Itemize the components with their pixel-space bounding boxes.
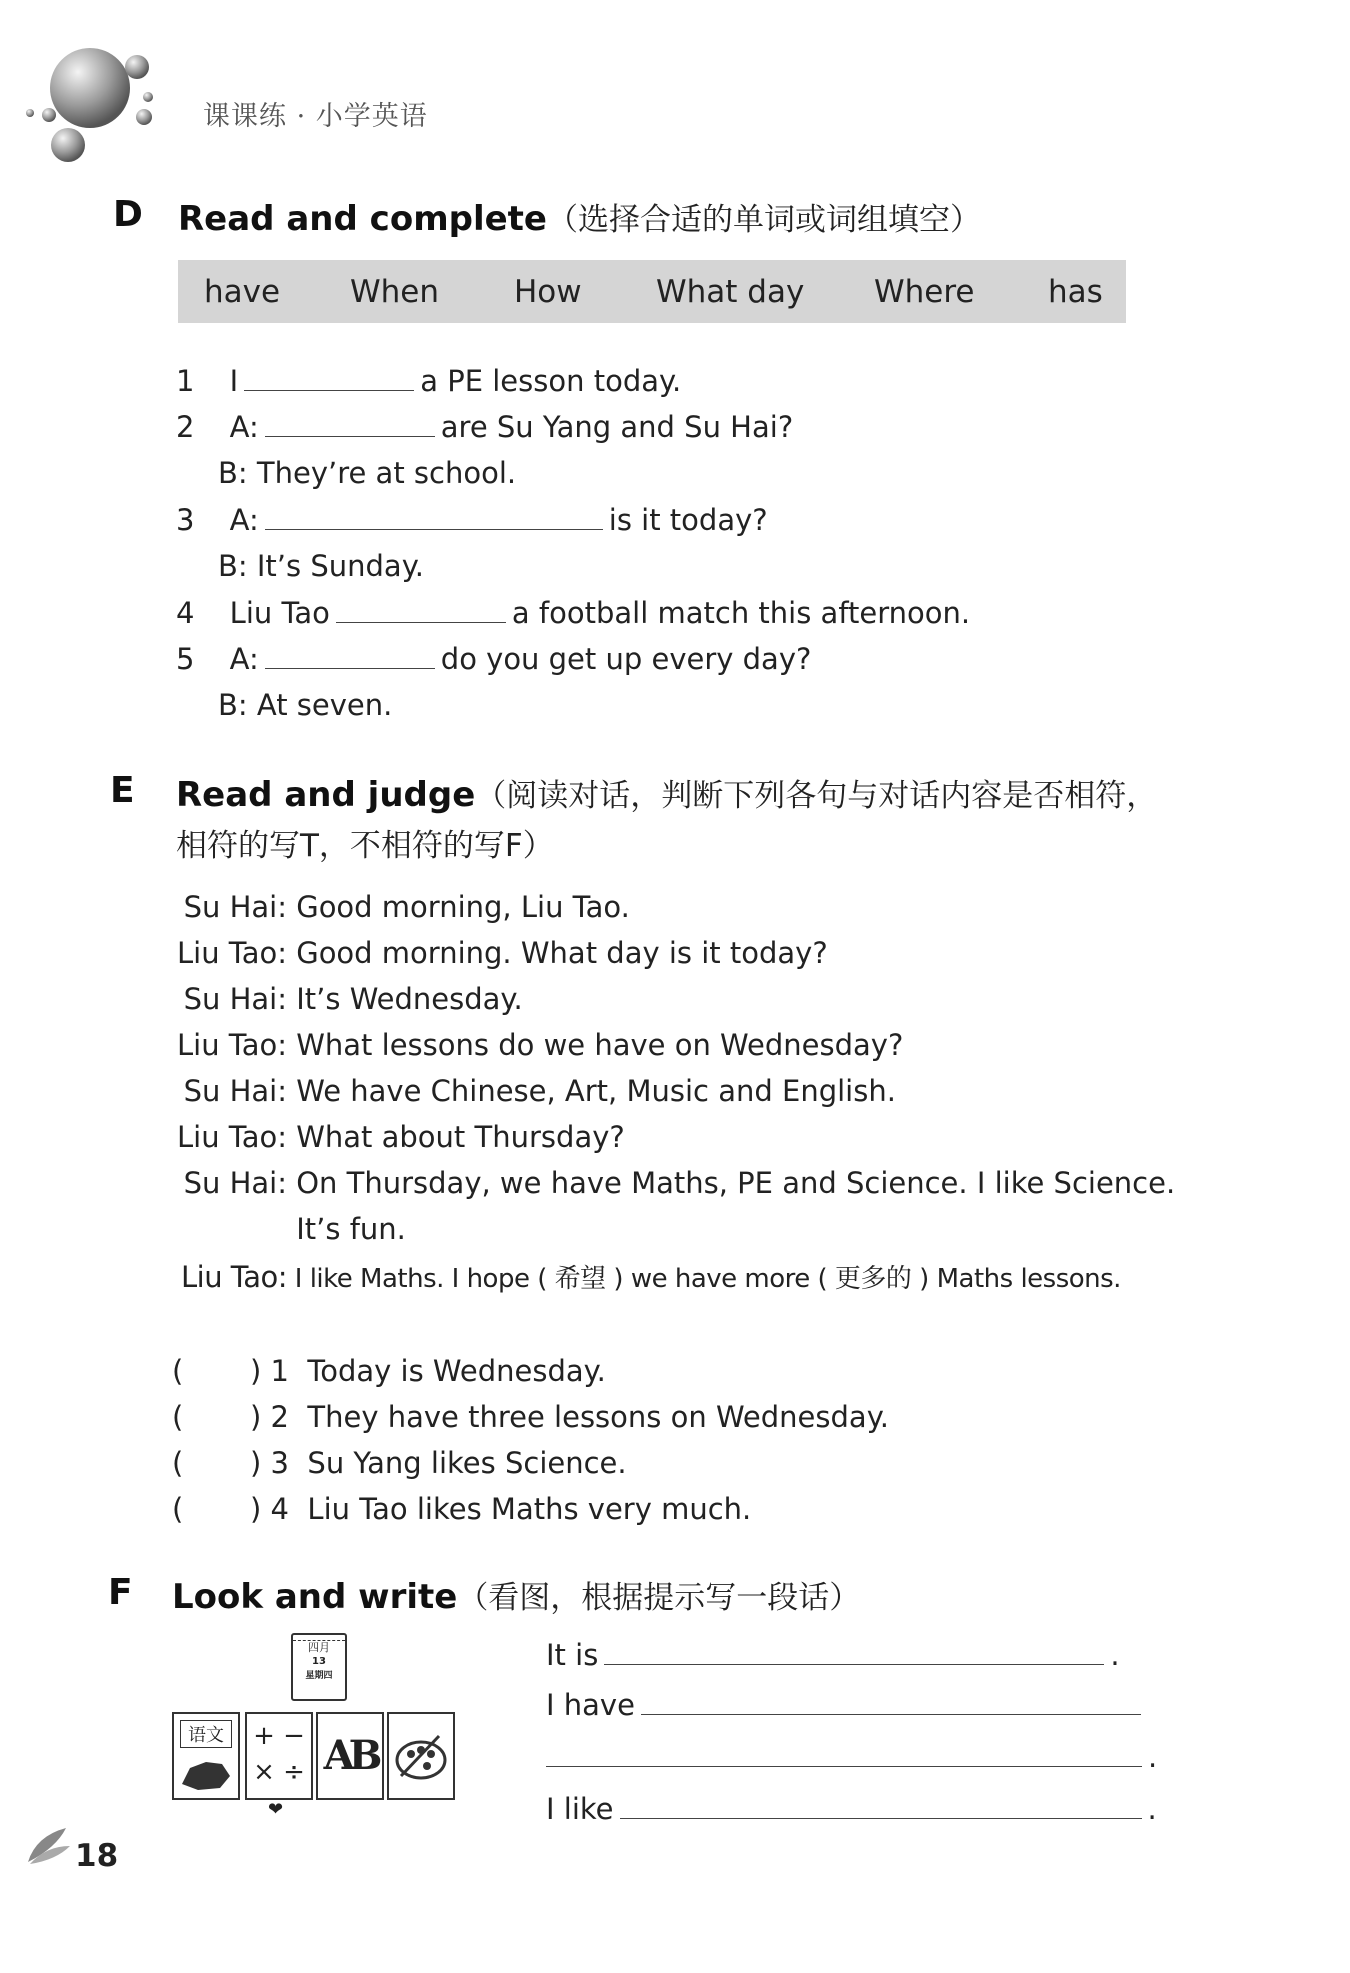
dialogue-line (172, 1120, 625, 1154)
dialogue-line (172, 1166, 1175, 1200)
utterance: Good morning. What day is it today? (296, 936, 828, 970)
speaker: Su Hai: (183, 890, 287, 924)
utterance: On Thursday, we have Maths, PE and Science. I like Science. (296, 1166, 1176, 1200)
answer-blank[interactable] (265, 410, 435, 437)
section-d-title-cn: （选择合适的单词或词组填空） (547, 202, 981, 238)
calendar-month: 四月 (308, 1641, 330, 1654)
speaker: Su Hai: (183, 1166, 287, 1200)
item-number: 1 (176, 364, 195, 398)
item-number: 4 (176, 596, 195, 630)
maths-icon (245, 1712, 313, 1800)
judge-number: ) 2 (250, 1400, 289, 1434)
section-f-title-en: Look and write (172, 1577, 458, 1617)
judge-number: ) 3 (250, 1446, 289, 1480)
utterance: We have Chinese, Art, Music and English. (296, 1074, 896, 1108)
dialogue-line (172, 936, 828, 970)
answer-paren[interactable]: ( (172, 1492, 184, 1526)
d-item-2 (176, 410, 793, 444)
d-item-4 (176, 596, 970, 630)
d-item-2-answer: B: They’re at school. (218, 456, 517, 490)
dialogue-line (172, 1074, 896, 1108)
d-item-5 (176, 642, 811, 676)
word-bank-item: How (514, 274, 582, 310)
judge-text: Liu Tao likes Maths very much. (307, 1492, 752, 1526)
write-line-2 (546, 1688, 1147, 1722)
judge-number: ) 4 (250, 1492, 289, 1526)
calendar-weekday: 星期四 (305, 1671, 333, 1681)
chinese-book-icon (172, 1712, 240, 1800)
section-d-title-en: Read and complete (178, 199, 547, 239)
item-pre: A: (229, 503, 259, 537)
period: . (1110, 1638, 1120, 1672)
speaker: Su Hai: (183, 982, 287, 1016)
speaker: Liu Tao: (180, 1260, 287, 1294)
d-item-1 (176, 364, 681, 398)
period: . (1148, 1740, 1158, 1774)
section-f-title-cn: （看图，根据提示写一段话） (457, 1580, 861, 1616)
item-pre: I (229, 364, 239, 398)
english-letters: AB (323, 1732, 377, 1779)
speaker: Liu Tao: (176, 1028, 287, 1062)
maths-symbols-top: + − (253, 1721, 305, 1751)
section-e-title-cn-2: 相符的写T，不相符的写F） (176, 828, 554, 864)
utterance: What lessons do we have on Wednesday? (296, 1028, 904, 1062)
book-title: 课课练 · 小学英语 (203, 101, 428, 132)
section-d-title (178, 194, 981, 239)
judge-text: They have three lessons on Wednesday. (307, 1400, 889, 1434)
prompt-text: I like (546, 1792, 614, 1826)
item-number: 3 (176, 503, 195, 537)
judge-item (172, 1400, 889, 1434)
calendar-icon (291, 1633, 347, 1701)
english-icon (316, 1712, 384, 1800)
judge-text: Su Yang likes Science. (307, 1446, 627, 1480)
answer-paren[interactable]: ( (172, 1400, 184, 1434)
answer-paren[interactable]: ( (172, 1446, 184, 1480)
judge-number: ) 1 (250, 1354, 289, 1388)
judge-item (172, 1492, 751, 1526)
write-line-1 (546, 1638, 1120, 1672)
answer-blank[interactable] (265, 503, 603, 530)
speaker: Liu Tao: (176, 936, 287, 970)
writing-blank[interactable] (620, 1792, 1142, 1819)
writing-blank[interactable] (546, 1740, 1142, 1767)
d-item-5-answer: B: At seven. (218, 688, 393, 722)
item-post: a football match this afternoon. (511, 596, 971, 630)
answer-blank[interactable] (265, 642, 435, 669)
d-item-3 (176, 503, 768, 537)
chinese-label: 语文 (180, 1720, 232, 1748)
word-bank-item: has (1048, 274, 1103, 310)
word-bank-item: Where (874, 274, 975, 310)
art-palette-icon (387, 1712, 455, 1800)
item-number: 2 (176, 410, 195, 444)
word-bank-item: What day (656, 274, 805, 310)
writing-blank[interactable] (641, 1688, 1141, 1715)
page-number: 18 (75, 1838, 119, 1874)
judge-item (172, 1354, 606, 1388)
period: . (1147, 1792, 1157, 1826)
item-pre: Liu Tao (229, 596, 330, 630)
utterance: It’s Wednesday. (296, 982, 523, 1016)
section-e-title (176, 770, 1157, 815)
item-post: do you get up every day? (440, 642, 812, 676)
bubble-decoration (20, 40, 170, 170)
judge-text: Today is Wednesday. (307, 1354, 606, 1388)
maths-symbols-bottom: × ÷ (253, 1757, 305, 1787)
utterance: I like Maths. I hope ( 希望 ) we have more ( 更多的 ) Maths lessons. (294, 1264, 1121, 1294)
item-pre: A: (229, 642, 259, 676)
section-e-letter: E (110, 770, 135, 811)
word-bank-item: have (204, 274, 281, 310)
item-post: is it today? (608, 503, 768, 537)
section-f-title (172, 1572, 860, 1617)
speaker: Su Hai: (183, 1074, 287, 1108)
dialogue-line (172, 1258, 1121, 1295)
item-post: are Su Yang and Su Hai? (440, 410, 794, 444)
writing-blank[interactable] (604, 1638, 1104, 1665)
item-number: 5 (176, 642, 195, 676)
section-d-letter: D (113, 194, 143, 235)
dialogue-line (172, 890, 630, 924)
item-post: a PE lesson today. (420, 364, 682, 398)
item-pre: A: (229, 410, 259, 444)
utterance: Good morning, Liu Tao. (296, 890, 630, 924)
calendar-day: 13 (312, 1656, 326, 1667)
judge-item (172, 1446, 627, 1480)
prompt-text: It is (546, 1638, 599, 1672)
prompt-text: I have (546, 1688, 635, 1722)
write-line-4 (546, 1792, 1157, 1826)
section-f-letter: F (108, 1572, 133, 1613)
section-e-title-en: Read and judge (176, 775, 476, 815)
dialogue-line (172, 1212, 406, 1246)
write-line-3 (546, 1740, 1157, 1774)
answer-paren[interactable]: ( (172, 1354, 184, 1388)
dialogue-line (172, 1028, 903, 1062)
dialogue-line (172, 982, 523, 1016)
heart-icon: ❤ (268, 1799, 284, 1820)
answer-blank[interactable] (244, 364, 414, 391)
answer-blank[interactable] (336, 596, 506, 623)
speaker: Liu Tao: (176, 1120, 287, 1154)
d-item-3-answer: B: It’s Sunday. (218, 549, 424, 583)
leaf-icon (26, 1826, 72, 1866)
word-bank (178, 260, 1126, 323)
section-e-title-cn: （阅读对话，判断下列各句与对话内容是否相符， (475, 778, 1158, 814)
word-bank-item: When (350, 274, 440, 310)
utterance: It’s fun. (296, 1212, 406, 1246)
utterance: What about Thursday? (296, 1120, 625, 1154)
